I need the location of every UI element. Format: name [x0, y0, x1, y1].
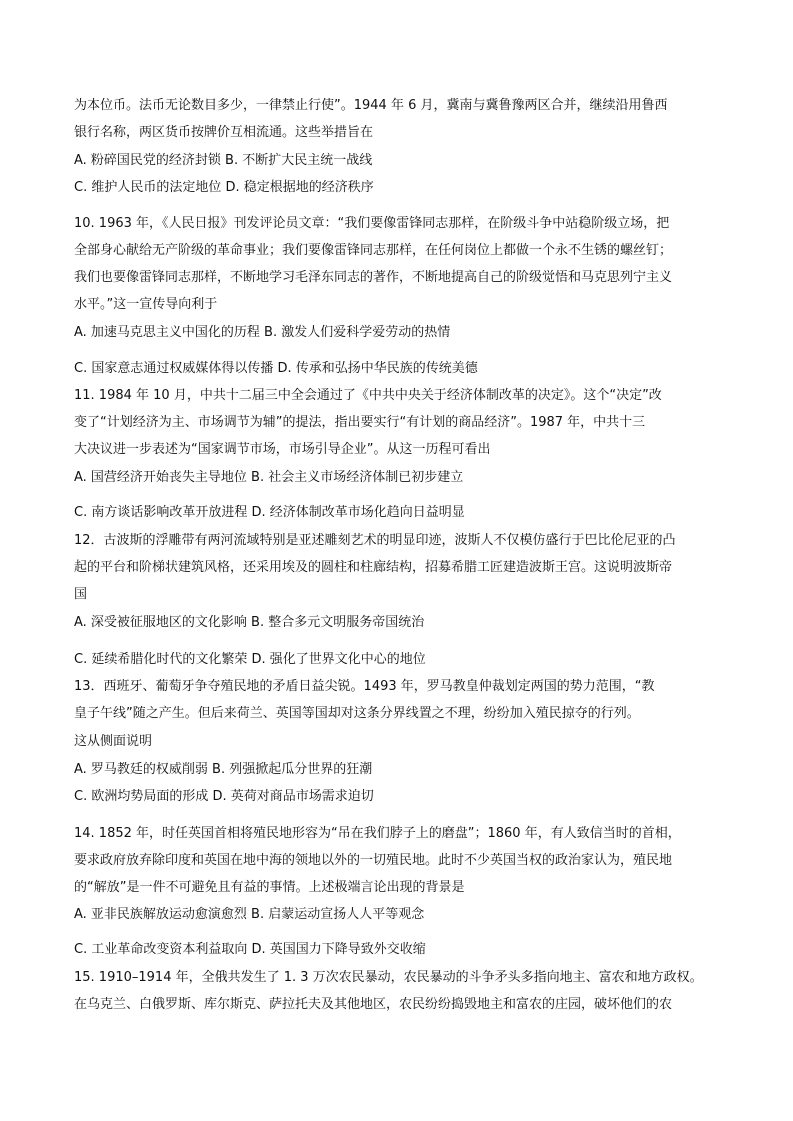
q13-options-ab: A. 罗马教廷的权威削弱 B. 列强掀起瓜分世界的狂潮 [74, 762, 373, 777]
q15-stem-line-2: 在乌克兰、白俄罗斯、库尔斯克、萨拉托夫及其他地区，农民纷纷捣毁地主和富农的庄园，破坏他们的农 [74, 997, 673, 1012]
q12-options-cd: C. 延续希腊化时代的文化繁荣 D. 强化了世界文化中心的地位 [74, 652, 426, 667]
q11-stem-line-3: 大决议进一步表述为“国家调节市场，市场引导企业”。从这一历程可看出 [74, 442, 491, 457]
q10-stem-line-2: 全部身心献给无产阶级的革命事业；我们要像雷锋同志那样，在任何岗位上都做一个永不生锈的螺丝钉； [74, 243, 673, 258]
q14-options-ab: A. 亚非民族解放运动愈演愈烈 B. 启蒙运动宣扬人人平等观念 [74, 907, 425, 922]
q9-stem-line-1: 为本位币。法币无论数目多少，一律禁止行使”。1944 年 6 月，冀南与冀鲁豫两区合并，继续沿用鲁西 [74, 98, 668, 113]
q10-stem-line-3: 我们也要像雷锋同志那样，不断地学习毛泽东同志的著作，不断地提高自己的阶级觉悟和马克思列宁主义 [74, 270, 673, 285]
q10-stem-line-4: 水平。”这一宣传导向利于 [74, 297, 218, 312]
q14-stem-line-1: 14. 1852 年，时任英国首相将殖民地形容为“吊在我们脖子上的磨盘”；1860 年，有人致信当时的首相， [74, 826, 681, 841]
q12-stem-line-3: 国 [74, 587, 88, 602]
q11-options-ab: A. 国营经济开始丧失主导地位 B. 社会主义市场经济体制已初步建立 [74, 470, 464, 485]
q14-options-cd: C. 工业革命改变资本利益取向 D. 英国国力下降导致外交收缩 [74, 942, 426, 957]
q13-stem-line-2: 皇子午线”随之产生。但后来荷兰、英国等国却对这条分界线置之不理，纷纷加入殖民掠夺的行列。 [74, 706, 640, 721]
q13-stem-line-3: 这从侧面说明 [74, 734, 153, 749]
q9-options-cd: C. 维护人民币的法定地位 D. 稳定根据地的经济秩序 [74, 180, 374, 195]
q13-options-cd: C. 欧洲均势局面的形成 D. 英荷对商品市场需求迫切 [74, 789, 374, 804]
q9-options-ab: A. 粉碎国民党的经济封锁 B. 不断扩大民主统一战线 [74, 153, 373, 168]
q14-stem-line-3: 的“解放”是一件不可避免且有益的事情。上述极端言论出现的背景是 [74, 880, 465, 895]
q12-options-ab: A. 深受被征服地区的文化影响 B. 整合多元文明服务帝国统治 [74, 615, 425, 630]
q11-stem-line-2: 变了“计划经济为主、市场调节为辅”的提法，指出要实行“有计划的商品经济”。1987 年，中共十三 [74, 415, 646, 430]
q15-stem-line-1: 15. 1910–1914 年，全俄共发生了 1. 3 万次农民暴动，农民暴动的斗争矛头多指向地主、富农和地方政权。 [74, 970, 703, 985]
q9-stem-line-2: 银行名称，两区货币按牌价互相流通。这些举措旨在 [74, 125, 374, 140]
q10-options-cd: C. 国家意志通过权威媒体得以传播 D. 传承和弘扬中华民族的传统美德 [74, 361, 478, 376]
q10-stem-line-1: 10. 1963 年，《人民日报》刊发评论员文章：“我们要像雷锋同志那样，在阶级斗争中站稳阶级立场，把 [74, 216, 670, 231]
q11-stem-line-1: 11. 1984 年 10 月，中共十二届三中全会通过了《中共中央关于经济体制改革的决定》。这个“决定”改 [74, 388, 662, 403]
q11-options-cd: C. 南方谈话影响改革开放进程 D. 经济体制改革市场化趋向日益明显 [74, 505, 465, 520]
q13-stem-line-1: 13．西班牙、葡萄牙争夺殖民地的矛盾日益尖锐。1493 年，罗马教皇仲裁划定两国的势力范围，“教 [74, 679, 655, 694]
q10-options-ab: A. 加速马克思主义中国化的历程 B. 激发人们爱科学爱劳动的热情 [74, 325, 451, 340]
q12-stem-line-1: 12．古波斯的浮雕带有两河流域特别是亚述雕刻艺术的明显印迹，波斯人不仅模仿盛行于巴比伦尼亚的凸 [74, 533, 676, 548]
q14-stem-line-2: 要求政府放弃除印度和英国在地中海的领地以外的一切殖民地。此时不少英国当权的政治家认为，殖民地 [74, 853, 673, 868]
q12-stem-line-2: 起的平台和阶梯状建筑风格，还采用埃及的圆柱和柱廊结构，招募希腊工匠建造波斯王宫。这说明波斯帝 [74, 560, 673, 575]
